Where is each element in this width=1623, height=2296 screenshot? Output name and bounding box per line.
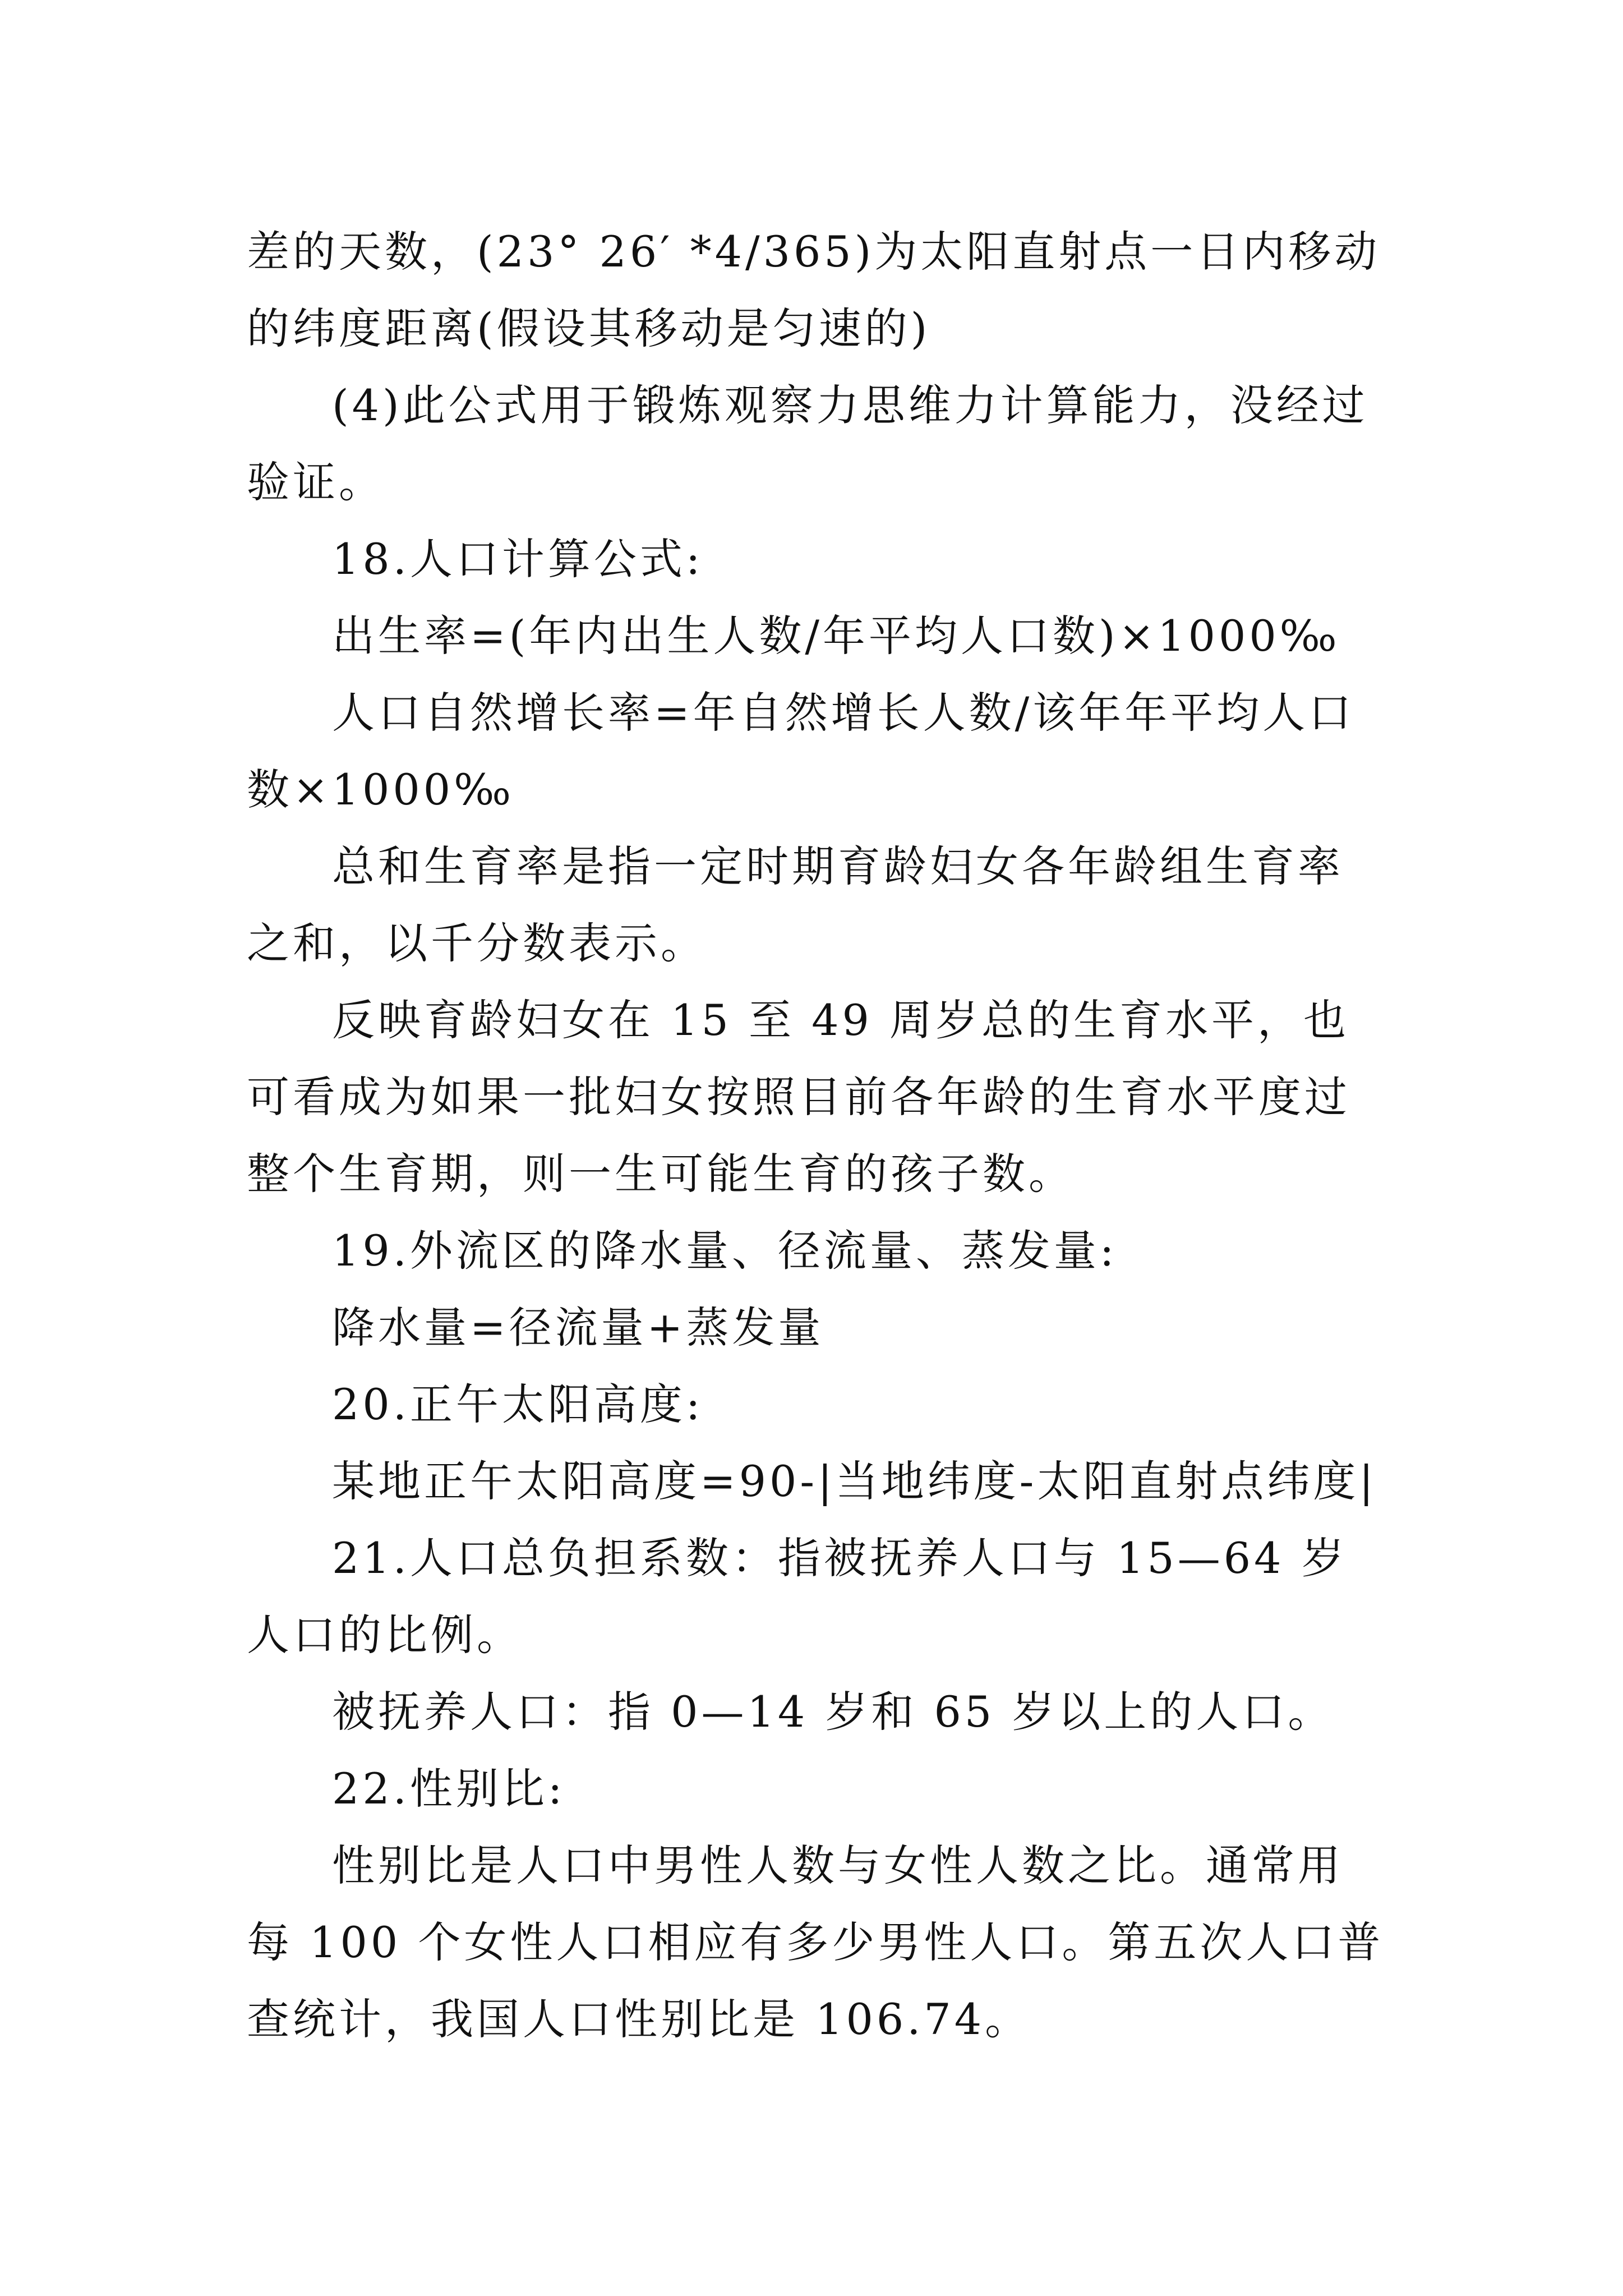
formula-natural-growth-rate: 人口自然增长率=年自然增长人数/该年年平均人口数×1000‰ (247, 688, 1355, 815)
section-heading-22: 22.性别比: (332, 1764, 566, 1814)
paragraph-fertility-explanation: 反映育龄妇女在 15 至 49 周岁总的生育水平，也可看成为如果一批妇女按照目前各年龄的生育水平度过整个生育期，则一生可能生育的孩子数。 (247, 995, 1350, 1199)
paragraph-continuation: 差的天数，(23° 26′ *4/365)为太阳直射点一日内移动的纬度距离(假设其移动是匀速的) (247, 227, 1381, 353)
section-heading-20: 20.正午太阳高度: (332, 1379, 704, 1429)
document-body (247, 213, 1387, 2058)
section-heading-21: 21.人口总负担系数：指被抚养人口与 15—64 岁人口的比例。 (247, 1533, 1348, 1660)
paragraph-sex-ratio: 性别比是人口中男性人数与女性人数之比。通常用每 100 个女性人口相应有多少男性人口。第五次人口普查统计，我国人口性别比是 106.74。 (247, 1841, 1384, 2044)
formula-precipitation: 降水量=径流量+蒸发量 (332, 1303, 824, 1352)
section-heading-19: 19.外流区的降水量、径流量、蒸发量: (332, 1226, 1118, 1276)
formula-birth-rate: 出生率=(年内出生人数/年平均人口数)×1000‰ (332, 611, 1340, 661)
paragraph-formula-note: (4)此公式用于锻炼观察力思维力计算能力，没经过验证。 (247, 380, 1368, 507)
section-heading-18: 18.人口计算公式: (332, 534, 704, 584)
paragraph-total-fertility: 总和生育率是指一定时期育龄妇女各年龄组生育率之和，以千分数表示。 (247, 841, 1344, 968)
formula-noon-sun-altitude: 某地正午太阳高度=90-|当地纬度-太阳直射点纬度| (332, 1456, 1377, 1506)
paragraph-dependent-population: 被抚养人口：指 0—14 岁和 65 岁以上的人口。 (332, 1687, 1334, 1737)
